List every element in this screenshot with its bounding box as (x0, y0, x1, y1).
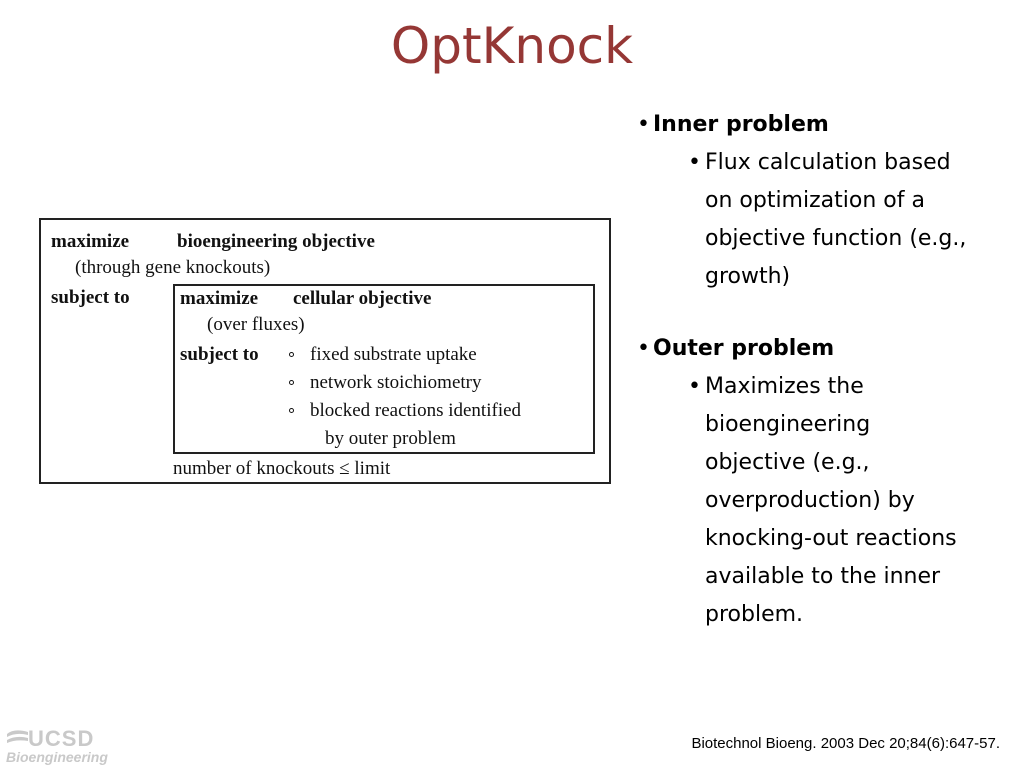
logo-bioengineering-text: Bioengineering (6, 749, 108, 765)
bullet-icon: • (637, 336, 650, 361)
text-line: knocking-out reactions (705, 526, 957, 551)
text-line: growth) (705, 264, 791, 289)
inner-over-note: (over fluxes) (207, 314, 305, 335)
outer-maximize-keyword: maximize (51, 231, 130, 252)
text-line: objective function (e.g., (705, 226, 967, 251)
text-line: on optimization of a (705, 188, 925, 213)
optknock-formulation-figure (39, 218, 611, 484)
outer-through-note: (through gene knockouts) (75, 257, 271, 278)
bullet-list (635, 108, 1015, 634)
text-line: overproduction) by (705, 488, 915, 513)
outer-problem-heading: • Outer problem (635, 332, 1015, 366)
inner-subject-to-keyword: subject to (180, 344, 259, 365)
inner-maximize-keyword: maximize (180, 288, 259, 309)
text-line: Maximizes the (705, 374, 864, 399)
constraint-blocked-reactions-cont: by outer problem (325, 428, 456, 449)
slide-title: OptKnock (390, 17, 634, 75)
inner-problem-description (635, 144, 1015, 296)
inner-problem-heading: • Inner problem (635, 108, 1015, 142)
outer-objective: bioengineering objective (177, 231, 375, 252)
constraint-bullet-icon (289, 380, 294, 385)
constraint-bullet-icon (289, 352, 294, 357)
bullet-icon: • (688, 374, 701, 399)
constraint-stoichiometry: network stoichiometry (310, 372, 482, 393)
inner-objective: cellular objective (293, 288, 432, 309)
logo-ucsd-text: UCSD (28, 726, 95, 751)
bullet-icon: • (637, 112, 650, 137)
constraint-substrate-uptake: fixed substrate uptake (310, 344, 477, 365)
citation: Biotechnol Bioeng. 2003 Dec 20;84(6):647-57. (691, 735, 1000, 752)
outer-subject-to-keyword: subject to (51, 287, 130, 308)
text-line: bioengineering (705, 412, 871, 437)
knockout-limit-constraint: number of knockouts ≤ limit (173, 458, 391, 479)
constraint-bullet-icon (289, 408, 294, 413)
outer-problem-description (635, 368, 1015, 634)
text-line: problem. (705, 602, 804, 627)
text-line: objective (e.g., (705, 450, 870, 475)
wave-icon (6, 728, 30, 748)
inner-problem-box (173, 284, 595, 454)
constraint-blocked-reactions: blocked reactions identified (310, 400, 522, 421)
text-line: available to the inner (705, 564, 941, 589)
bullet-icon: • (688, 150, 701, 175)
ucsd-bioengineering-logo (6, 726, 112, 766)
text-line: Flux calculation based (705, 150, 951, 175)
